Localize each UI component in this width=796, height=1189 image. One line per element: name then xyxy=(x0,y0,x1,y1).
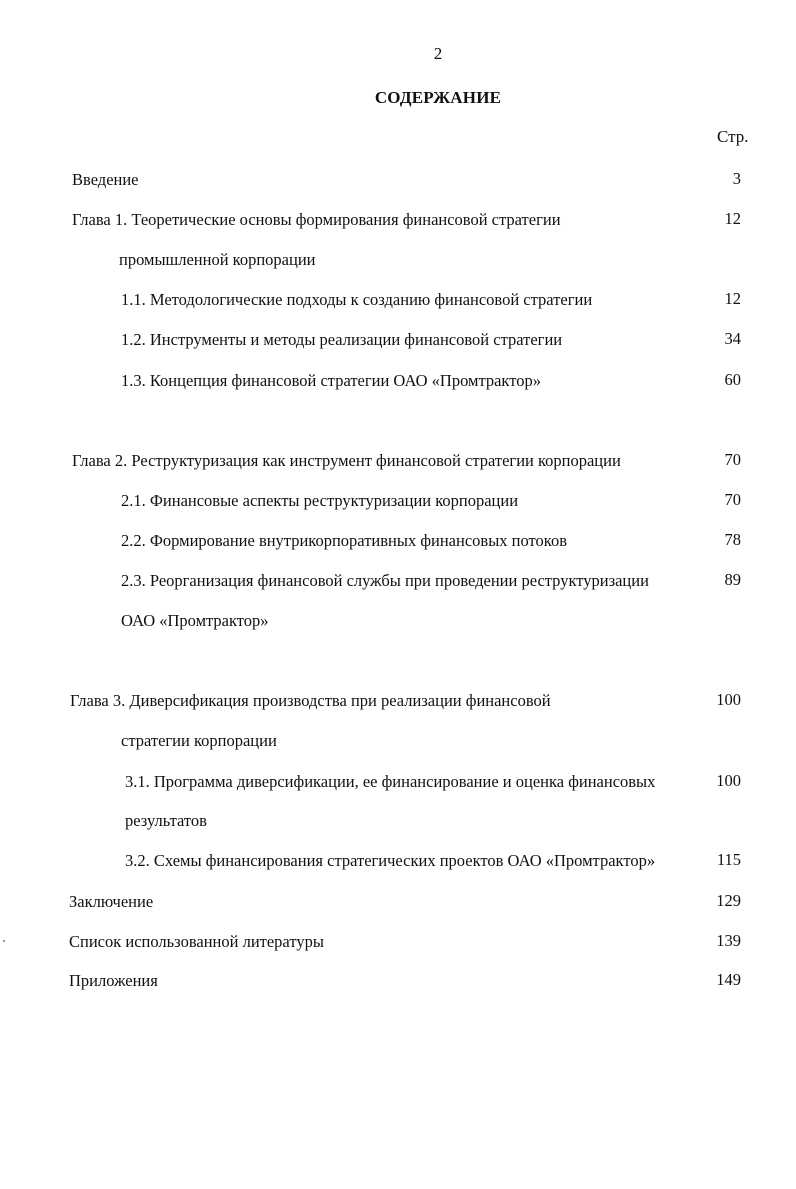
toc-page-number: 12 xyxy=(724,289,741,308)
toc-entry-section-1-2: 1.2. Инструменты и методы реализации финансовой стратегии xyxy=(121,330,563,349)
toc-entry-chapter-3-continued: стратегии корпорации xyxy=(121,731,277,750)
toc-page-number: 70 xyxy=(724,490,741,509)
toc-entry-appendices: Приложения xyxy=(69,971,158,990)
toc-entry-section-1-3: 1.3. Концепция финансовой стратегии ОАО «Промтрактор» xyxy=(121,371,541,390)
toc-page-number: 129 xyxy=(716,891,741,910)
toc-entry-section-2-3: 2.3. Реорганизация финансовой службы при проведении реструктуризации xyxy=(121,571,649,590)
toc-page-number: 12 xyxy=(724,209,741,228)
toc-page-number: 139 xyxy=(716,931,741,950)
toc-entry-section-2-2: 2.2. Формирование внутрикорпоративных финансовых потоков xyxy=(121,531,567,550)
page-number: 2 xyxy=(433,44,443,63)
toc-entry-bibliography: Список использованной литературы xyxy=(69,932,324,951)
toc-page-number: 100 xyxy=(716,690,741,709)
toc-entry-chapter-3: Глава 3. Диверсификация производства при реализации финансовой xyxy=(70,691,551,710)
toc-entry-section-3-1: 3.1. Программа диверсификации, ее финансирование и оценка финансовых xyxy=(125,772,656,791)
toc-page-number: 78 xyxy=(724,530,741,549)
toc-page-number: 34 xyxy=(724,329,741,348)
toc-entry-chapter-1: Глава 1. Теоретические основы формирования финансовой стратегии xyxy=(72,210,561,229)
toc-entry-chapter-1-continued: промышленной корпорации xyxy=(119,250,316,269)
page-title: СОДЕРЖАНИЕ xyxy=(374,88,502,107)
toc-page-number: 89 xyxy=(724,570,741,589)
toc-page-number: 115 xyxy=(716,850,741,869)
toc-entry-section-2-3-continued: ОАО «Промтрактор» xyxy=(121,611,269,630)
toc-page-number: 149 xyxy=(716,970,741,989)
toc-page-number: 100 xyxy=(716,771,741,790)
toc-entry-chapter-2: Глава 2. Реструктуризация как инструмент финансовой стратегии корпорации xyxy=(72,451,621,470)
toc-page-number: 70 xyxy=(724,450,741,469)
toc-entry-section-3-1-continued: результатов xyxy=(125,811,207,830)
toc-page-number: 60 xyxy=(724,370,741,389)
page-column-header: Стр. xyxy=(717,127,749,146)
scan-speck xyxy=(3,940,5,942)
toc-entry-introduction: Введение xyxy=(72,170,139,189)
toc-entry-section-3-2: 3.2. Схемы финансирования стратегических проектов ОАО «Промтрактор» xyxy=(125,851,656,870)
toc-entry-section-2-1: 2.1. Финансовые аспекты реструктуризации корпорации xyxy=(121,491,519,510)
toc-page-number: 3 xyxy=(732,169,741,188)
toc-entry-section-1-1: 1.1. Методологические подходы к созданию финансовой стратегии xyxy=(121,290,593,309)
toc-entry-conclusion: Заключение xyxy=(69,892,154,911)
